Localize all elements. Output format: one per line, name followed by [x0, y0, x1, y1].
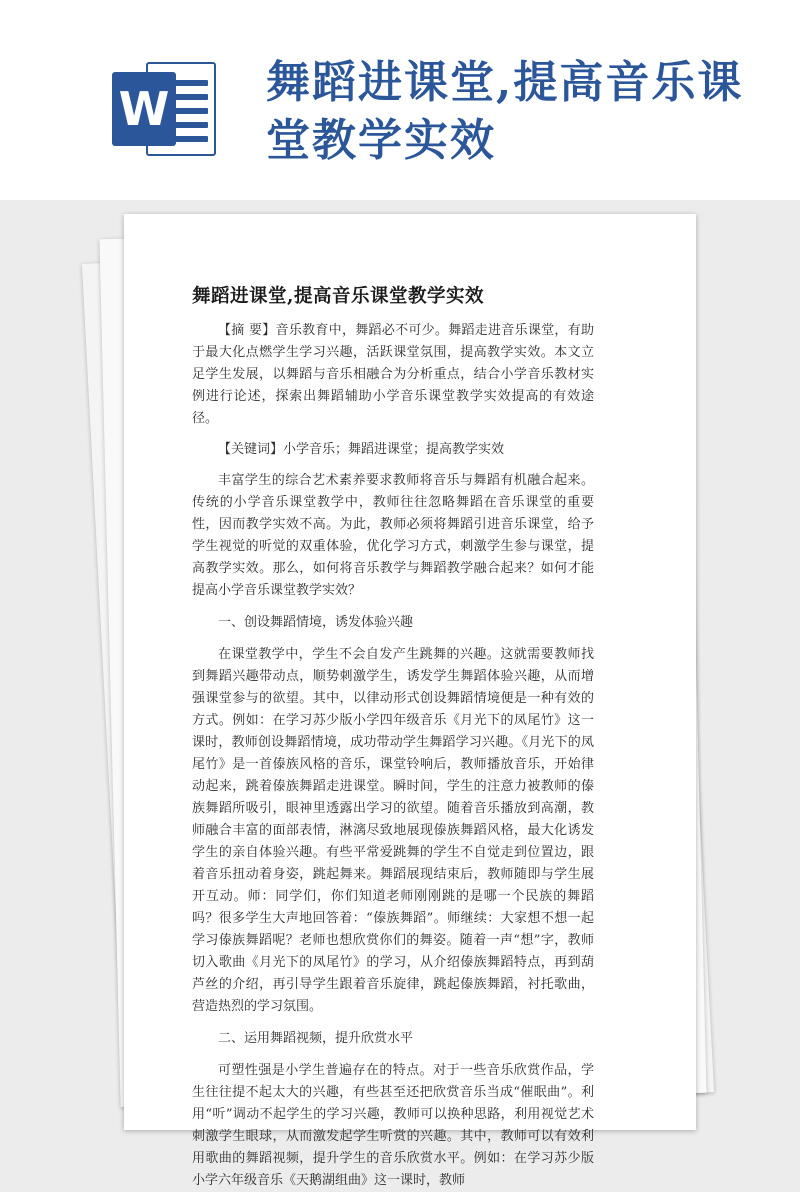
text-line-graphic [172, 108, 208, 114]
abstract-paragraph [192, 320, 594, 430]
keywords-paragraph [192, 439, 594, 461]
abstract-label: 【摘 要】 [218, 323, 276, 338]
text-line-graphic [172, 80, 208, 86]
cover-title: 舞蹈进课堂,提高音乐课堂教学实效 [266, 57, 744, 166]
abstract-text: 音乐教育中，舞蹈必不可少。舞蹈走进音乐课堂，有助于最大化点燃学生学习兴趣，活跃课堂氛围，提高教学实效。本文立足学生发展，以舞蹈与音乐相融合为分析重点，结合小学音乐教材实例进行论述，探索出舞蹈辅助小学音乐课堂教学实效提高的有效途径。 [192, 323, 594, 426]
text-line-graphic [172, 94, 208, 100]
text-line-graphic [172, 122, 208, 128]
section-heading-2: 二、运用舞蹈视频，提升欣赏水平 [218, 1031, 414, 1046]
section-heading-1: 一、创设舞蹈情境，诱发体验兴趣 [218, 615, 414, 630]
word-w-badge: W [112, 72, 176, 146]
text-line-graphic [172, 136, 208, 142]
keywords-label: 【关键词】 [218, 442, 284, 457]
section-paragraph-2: 可塑性强是小学生普遍存在的特点。对于一些音乐欣赏作品，学生往往提不起太大的兴趣，有些甚至还把欣赏音乐当成“催眠曲”。利用“听”调动不起学生的学习兴趣，教师可以换种思路，利用视觉艺术刺激学生眼球，从而激发起学生听赏的兴趣。其中，教师可以有效利用歌曲的舞蹈视频，提升学生的音乐欣赏水平。例如：在学习苏少版小学六年级音乐《天鹅湖组曲》这一课时，教师 [192, 1063, 594, 1188]
cover-header [0, 0, 800, 200]
word-document-icon [112, 62, 216, 156]
document-page [124, 214, 696, 1188]
document-body [192, 320, 594, 1192]
intro-paragraph: 丰富学生的综合艺术素养要求教师将音乐与舞蹈有机融合起来。传统的小学音乐课堂教学中，教师往往忽略舞蹈在音乐课堂的重要性，因而教学实效不高。为此，教师必须将舞蹈引进音乐课堂，给予学生视觉的听觉的双重体验，优化学习方式，刺激学生参与课堂，提高教学实效。那么，如何将音乐教学与舞蹈教学融合起来？如何才能提高小学音乐课堂教学实效？ [192, 473, 594, 598]
keywords-text: 小学音乐；舞蹈进课堂；提高教学实效 [283, 442, 505, 457]
section-paragraph-1: 在课堂教学中，学生不会自发产生跳舞的兴趣。这就需要教师找到舞蹈兴趣带动点，顺势刺激学生，诱发学生舞蹈体验兴趣，从而增强课堂参与的欲望。其中，以律动形式创设舞蹈情境便是一种有效的方式。例如：在学习苏少版小学四年级音乐《月光下的凤尾竹》这一课时，教师创设舞蹈情境，成功带动学生舞蹈学习兴趣。《月光下的凤尾竹》是一首傣族风格的音乐，课堂铃响后，教师播放音乐，开始律动起来，跳着傣族舞蹈走进课堂。瞬时间，学生的注意力被教师的傣族舞蹈所吸引，眼神里透露出学习的欲望。随着音乐播放到高潮，教师融合丰富的面部表情，淋漓尽致地展现傣族舞蹈风格，最大化诱发学生的亲自体验兴趣。有些平常爱跳舞的学生不自觉走到位置边，跟着音乐扭动着身姿，跳起舞来。舞蹈展现结束后，教师随即与学生展开互动。师：同学们，你们知道老师刚刚跳的是哪一个民族的舞蹈吗？很多学生大声地回答着：“傣族舞蹈”。师继续：大家想不想一起学习傣族舞蹈呢？老师也想欣赏你们的舞姿。随着一声“想”字，教师切入歌曲《月光下的凤尾竹》的学习，从介绍傣族舞蹈特点，再到葫芦丝的介绍，再引导学生跟着音乐旋律，跳起傣族舞蹈，衬托歌曲，营造热烈的学习氛围。 [192, 647, 594, 1014]
document-title: 舞蹈进课堂,提高音乐课堂教学实效 [192, 286, 484, 307]
